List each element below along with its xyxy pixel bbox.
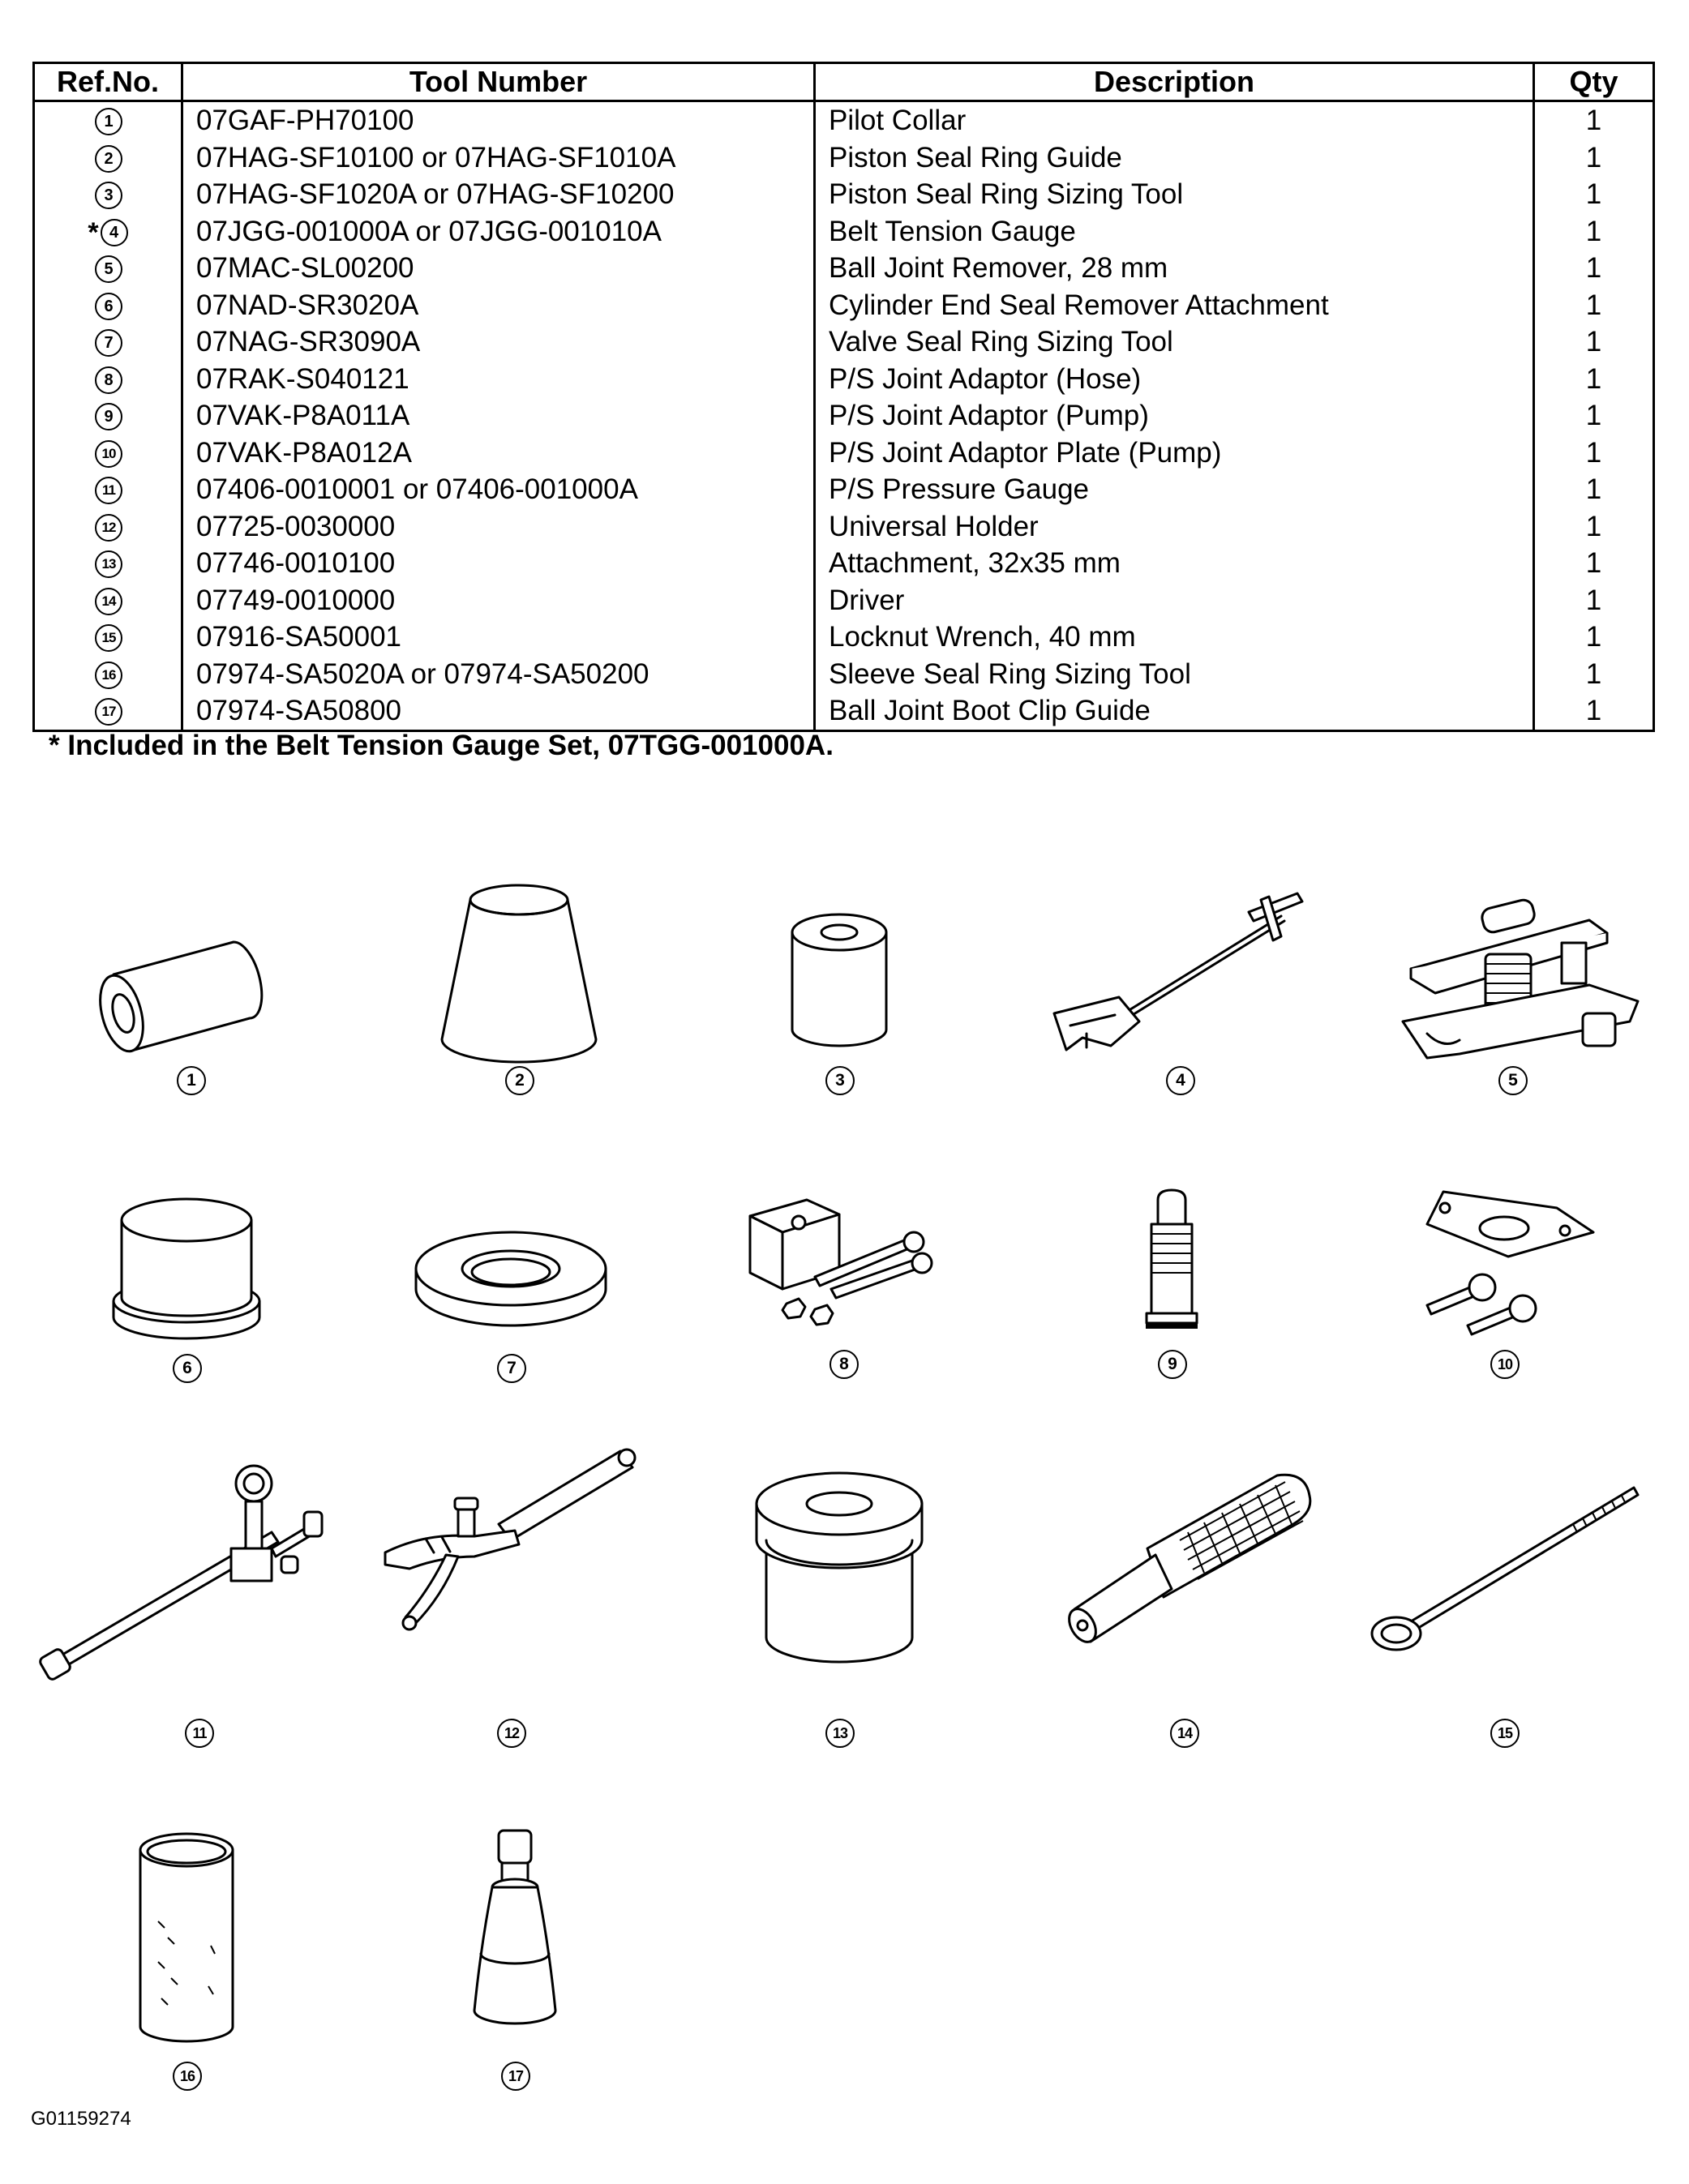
label-1: [177, 1066, 206, 1095]
circled-ref-number: 13: [95, 550, 122, 578]
table-row: [34, 619, 1654, 656]
label-9: [1158, 1350, 1187, 1379]
header-ref-no: Ref.No.: [34, 63, 182, 101]
qty-cell: 1: [1534, 619, 1654, 656]
label-2: [505, 1066, 534, 1095]
label-12: [497, 1719, 526, 1748]
description-cell: Cylinder End Seal Remover Attachment: [815, 287, 1534, 324]
circled-ref-number: 8: [95, 366, 122, 394]
qty-cell: 1: [1534, 397, 1654, 435]
pilot-collar-drawing: [89, 900, 268, 1094]
sleeve-seal-ring-sizing-tool-drawing: [134, 1824, 239, 2092]
circled-ref-number: 15: [95, 624, 122, 652]
circled-illustration-number: 11: [185, 1719, 214, 1748]
tool-14-illustration: [1042, 1459, 1322, 1747]
description-cell: Pilot Collar: [815, 101, 1534, 139]
ref-no-cell: [34, 471, 182, 508]
circled-ref-number: 11: [95, 477, 122, 504]
circled-illustration-number: 3: [825, 1066, 855, 1095]
table-row: [34, 435, 1654, 472]
circled-illustration-number: 7: [497, 1354, 526, 1383]
label-15: [1490, 1719, 1520, 1748]
ref-no-cell: [34, 545, 182, 582]
circled-illustration-number: 2: [505, 1066, 534, 1095]
ref-no-cell: [34, 101, 182, 139]
tool-13-illustration: [754, 1459, 924, 1747]
circled-ref-number: 2: [95, 145, 122, 173]
tool-number-cell: 07NAG-SR3090A: [182, 323, 815, 361]
table-row: [34, 176, 1654, 213]
table-header-row: [34, 63, 1654, 101]
ref-no-cell: [34, 139, 182, 177]
footnote-marker: *: [88, 216, 99, 248]
label-10: [1490, 1350, 1520, 1379]
qty-cell: 1: [1534, 139, 1654, 177]
qty-cell: 1: [1534, 508, 1654, 546]
universal-holder-drawing: [377, 1435, 645, 1747]
description-cell: Ball Joint Boot Clip Guide: [815, 692, 1534, 730]
tool-number-cell: 07MAC-SL00200: [182, 250, 815, 287]
tool-number-cell: 07746-0010100: [182, 545, 815, 582]
label-3: [825, 1066, 855, 1095]
description-cell: Sleeve Seal Ring Sizing Tool: [815, 656, 1534, 693]
circled-ref-number: 10: [95, 440, 122, 468]
table-row: [34, 508, 1654, 546]
circled-illustration-number: 1: [177, 1066, 206, 1095]
description-cell: Piston Seal Ring Guide: [815, 139, 1534, 177]
table-row: [34, 250, 1654, 287]
footnote: * Included in the Belt Tension Gauge Set, 07TGG-001000A.: [49, 730, 834, 761]
tool-9-illustration: [1127, 1184, 1216, 1382]
tool-1-illustration: [89, 900, 268, 1094]
tool-10-illustration: [1411, 1184, 1597, 1382]
qty-cell: 1: [1534, 176, 1654, 213]
qty-cell: 1: [1534, 287, 1654, 324]
table-row: [34, 545, 1654, 582]
circled-ref-number: 6: [95, 293, 122, 320]
circled-illustration-number: 8: [829, 1350, 859, 1379]
piston-seal-ring-guide-drawing: [438, 876, 600, 1094]
tool-number-cell: 07HAG-SF10100 or 07HAG-SF1010A: [182, 139, 815, 177]
qty-cell: 1: [1534, 692, 1654, 730]
tool-11-illustration: [36, 1435, 328, 1747]
circled-ref-number: 7: [95, 329, 122, 357]
ref-no-cell: [34, 213, 182, 251]
circled-illustration-number: 4: [1166, 1066, 1195, 1095]
tool-3-illustration: [782, 900, 896, 1094]
tool-2-illustration: [438, 876, 600, 1094]
ps-pressure-gauge-drawing: [36, 1435, 328, 1747]
tool-number-cell: 07NAD-SR3020A: [182, 287, 815, 324]
circled-illustration-number: 13: [825, 1719, 855, 1748]
qty-cell: 1: [1534, 471, 1654, 508]
tool-number-cell: 07GAF-PH70100: [182, 101, 815, 139]
tool-17-illustration: [466, 1824, 564, 2092]
table-row: [34, 139, 1654, 177]
table-row: [34, 323, 1654, 361]
circled-illustration-number: 5: [1498, 1066, 1528, 1095]
circled-illustration-number: 9: [1158, 1350, 1187, 1379]
description-cell: Driver: [815, 582, 1534, 619]
circled-illustration-number: 12: [497, 1719, 526, 1748]
tool-8-illustration: [742, 1184, 937, 1382]
label-6: [173, 1354, 202, 1383]
table-row: [34, 692, 1654, 730]
ref-no-cell: [34, 656, 182, 693]
tool-7-illustration: [409, 1220, 612, 1382]
ref-no-cell: [34, 323, 182, 361]
tool-number-cell: 07725-0030000: [182, 508, 815, 546]
tool-number-cell: 07974-SA5020A or 07974-SA50200: [182, 656, 815, 693]
tool-15-illustration: [1370, 1459, 1646, 1747]
label-13: [825, 1719, 855, 1748]
qty-cell: 1: [1534, 656, 1654, 693]
tool-4-illustration: [1038, 876, 1314, 1094]
circled-illustration-number: 10: [1490, 1350, 1520, 1379]
tool-6-illustration: [109, 1188, 264, 1382]
qty-cell: 1: [1534, 545, 1654, 582]
header-qty: Qty: [1534, 63, 1654, 101]
circled-ref-number: 17: [95, 698, 122, 726]
circled-ref-number: 5: [95, 255, 122, 283]
tool-number-cell: 07VAK-P8A011A: [182, 397, 815, 435]
label-16: [173, 2062, 202, 2091]
tool-number-cell: 07RAK-S040121: [182, 361, 815, 398]
tool-12-illustration: [377, 1435, 645, 1747]
tool-number-cell: 07JGG-001000A or 07JGG-001010A: [182, 213, 815, 251]
label-5: [1498, 1066, 1528, 1095]
header-tool-number: Tool Number: [182, 63, 815, 101]
label-4: [1166, 1066, 1195, 1095]
circled-illustration-number: 17: [501, 2062, 530, 2091]
ref-no-cell: [34, 619, 182, 656]
ball-joint-remover-drawing: [1395, 880, 1654, 1094]
ref-no-cell: [34, 692, 182, 730]
circled-ref-number: 16: [95, 662, 122, 689]
circled-ref-number: 4: [101, 219, 128, 246]
circled-illustration-number: 16: [173, 2062, 202, 2091]
piston-seal-ring-sizing-tool-drawing: [782, 900, 896, 1094]
label-8: [829, 1350, 859, 1379]
special-tools-table: [32, 62, 1655, 732]
ref-no-cell: [34, 176, 182, 213]
ref-no-cell: [34, 361, 182, 398]
description-cell: Valve Seal Ring Sizing Tool: [815, 323, 1534, 361]
table-row: [34, 213, 1654, 251]
qty-cell: 1: [1534, 435, 1654, 472]
circled-ref-number: 9: [95, 403, 122, 430]
ref-no-cell: [34, 435, 182, 472]
description-cell: P/S Joint Adaptor (Pump): [815, 397, 1534, 435]
description-cell: Belt Tension Gauge: [815, 213, 1534, 251]
table-row: [34, 361, 1654, 398]
tool-number-cell: 07749-0010000: [182, 582, 815, 619]
description-cell: P/S Pressure Gauge: [815, 471, 1534, 508]
circled-ref-number: 14: [95, 588, 122, 615]
tool-number-cell: 07916-SA50001: [182, 619, 815, 656]
figure-id: G01159274: [31, 2108, 131, 2130]
description-cell: Piston Seal Ring Sizing Tool: [815, 176, 1534, 213]
table-row: [34, 471, 1654, 508]
circled-ref-number: 3: [95, 182, 122, 209]
table-row: [34, 287, 1654, 324]
table-row: [34, 582, 1654, 619]
attachment-32x35-drawing: [754, 1459, 924, 1747]
driver-drawing: [1042, 1459, 1322, 1747]
ref-no-cell: [34, 508, 182, 546]
table-row: [34, 656, 1654, 693]
qty-cell: 1: [1534, 582, 1654, 619]
ref-no-cell: [34, 287, 182, 324]
description-cell: P/S Joint Adaptor (Hose): [815, 361, 1534, 398]
locknut-wrench-40mm-drawing: [1370, 1459, 1646, 1747]
tool-number-cell: 07974-SA50800: [182, 692, 815, 730]
circled-ref-number: 1: [95, 108, 122, 135]
tool-5-illustration: [1395, 880, 1654, 1094]
circled-ref-number: 12: [95, 514, 122, 542]
tool-number-cell: 07406-0010001 or 07406-001000A: [182, 471, 815, 508]
ref-no-cell: [34, 250, 182, 287]
cylinder-end-seal-remover-attachment-drawing: [109, 1188, 264, 1382]
belt-tension-gauge-drawing: [1038, 876, 1314, 1094]
table-row: [34, 397, 1654, 435]
label-7: [497, 1354, 526, 1383]
tool-16-illustration: [134, 1824, 239, 2092]
label-14: [1170, 1719, 1199, 1748]
description-cell: Ball Joint Remover, 28 mm: [815, 250, 1534, 287]
description-cell: Attachment, 32x35 mm: [815, 545, 1534, 582]
qty-cell: 1: [1534, 213, 1654, 251]
header-description: Description: [815, 63, 1534, 101]
ball-joint-boot-clip-guide-drawing: [466, 1824, 564, 2092]
description-cell: P/S Joint Adaptor Plate (Pump): [815, 435, 1534, 472]
ref-no-cell: [34, 582, 182, 619]
qty-cell: 1: [1534, 250, 1654, 287]
ref-no-cell: [34, 397, 182, 435]
tool-number-cell: 07HAG-SF1020A or 07HAG-SF10200: [182, 176, 815, 213]
tool-number-cell: 07VAK-P8A012A: [182, 435, 815, 472]
table-row: [34, 101, 1654, 139]
qty-cell: 1: [1534, 361, 1654, 398]
circled-illustration-number: 15: [1490, 1719, 1520, 1748]
qty-cell: 1: [1534, 323, 1654, 361]
label-17: [501, 2062, 530, 2091]
description-cell: Universal Holder: [815, 508, 1534, 546]
label-11: [185, 1719, 214, 1748]
circled-illustration-number: 6: [173, 1354, 202, 1383]
qty-cell: 1: [1534, 101, 1654, 139]
description-cell: Locknut Wrench, 40 mm: [815, 619, 1534, 656]
circled-illustration-number: 14: [1170, 1719, 1199, 1748]
